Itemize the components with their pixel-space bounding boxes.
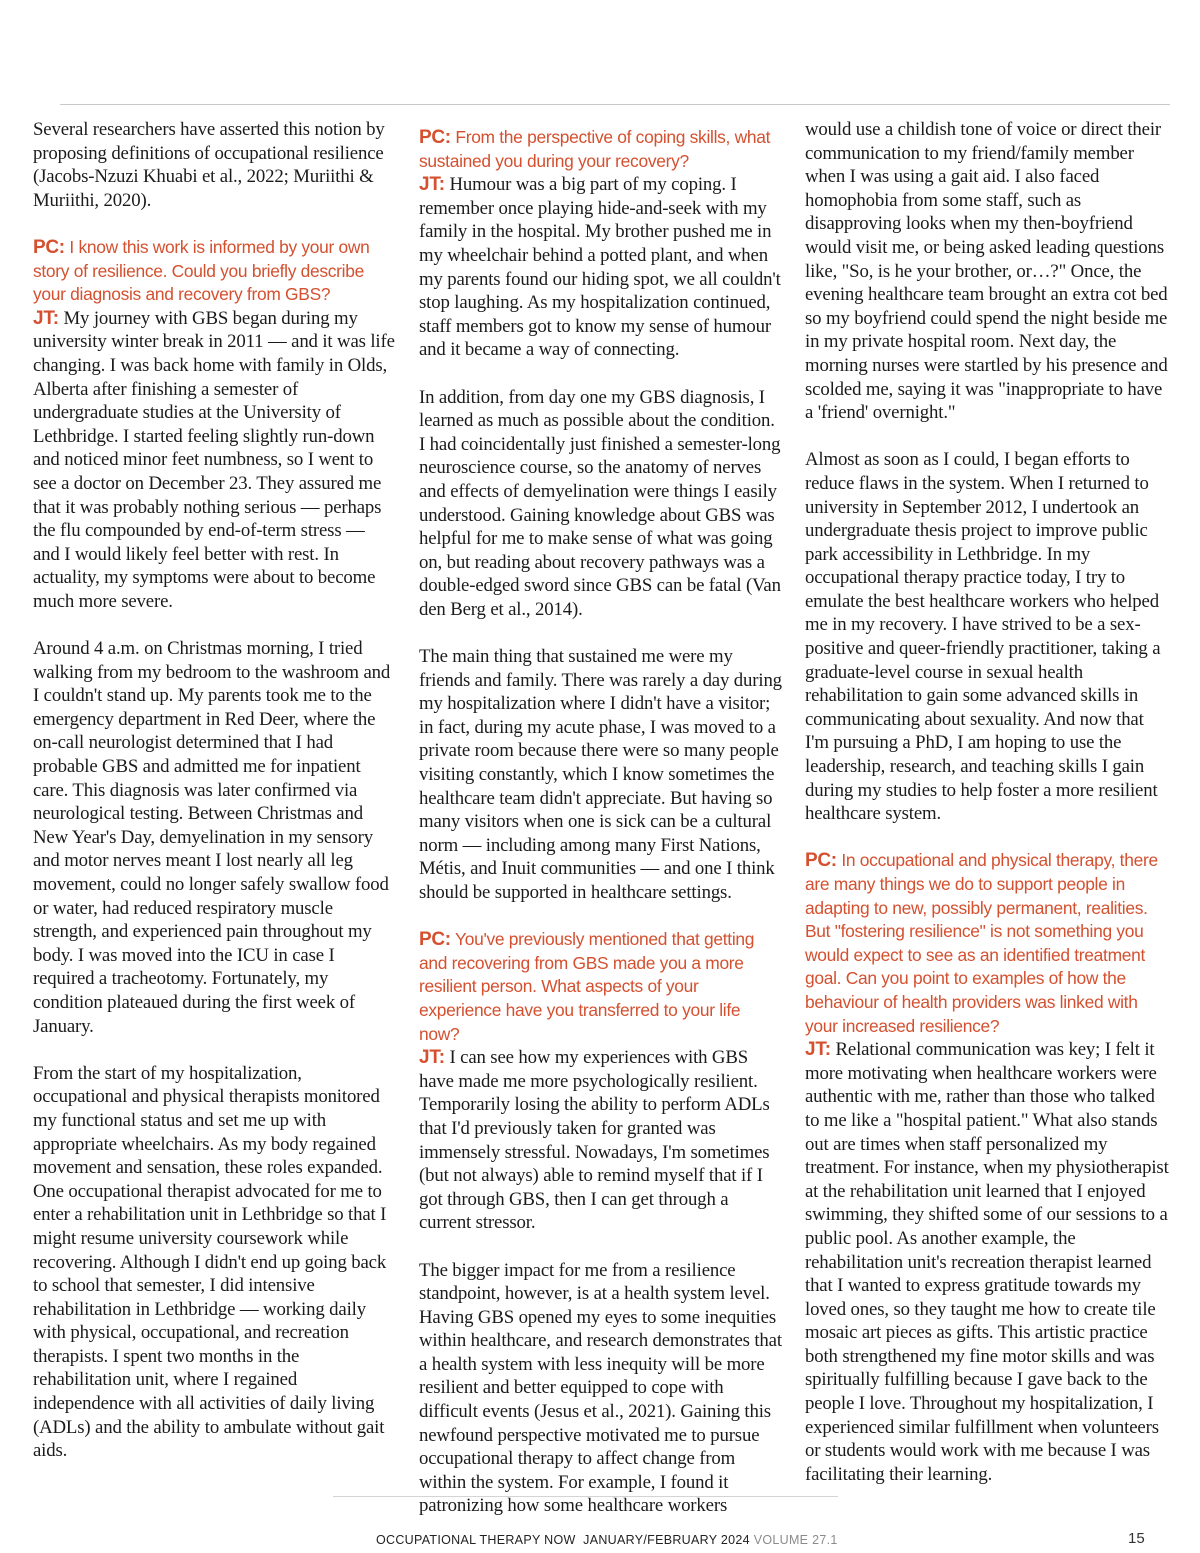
column-3 xyxy=(805,118,1170,1510)
answer-text: Relational communication was key; I felt it more motivating when healthcare workers were authentic with me, rather than those who talked to me like a "hospital patient." What also stands out are times when staff personalized my treatment. For instance, when my physiotherapist at the rehabilitation unit learned that I enjoyed swimming, they shifted some of our sessions to a public pool. As another example, the rehabilitation unit's recreation therapist learned that I wanted to express gratitude towards my loved ones, so they taught me how to create tile mosaic art pieces as gifts. This artistic practice both strengthened my fine motor skills and was spiritually fulfilling because I gave back to the people I love. Throughout my hospitalization, I experienced similar fulfillment when volunteers or students would work with me because I was facilitating their learning. xyxy=(805,1039,1169,1485)
interview-question xyxy=(419,928,785,1046)
interview-answer xyxy=(419,1046,785,1235)
question-text: I know this work is informed by your own story of resilience. Could you briefly describe your diagnosis and recovery from GBS? xyxy=(33,236,370,305)
paragraph: would use a childish tone of voice or direct their communication to my friend/family member when I was using a gait aid. I also faced homophobia from some staff, such as disapproving looks when my then-boyfriend would visit me, or being asked leading questions like, "So, is he your brother, or…?" Once, the evening healthcare team brought an extra cot bed so my boyfriend could spend the night beside me in my private hospital room. Next day, the morning nurses were startled by his presence and scolded me, saying it was "inappropriate to have a 'friend' overnight." xyxy=(805,119,1168,424)
paragraph: The bigger impact for me from a resilience standpoint, however, is at a health system level. Having GBS opened my eyes to some inequities within healthcare, and research demonstrates that a health system with less inequity will be more resilient and better equipped to cope with difficult events (Jesus et al., 2021). Gaining this newfound perspective motivated me to pursue occupational therapy to affect change from within the system. For example, I found it patronizing how some healthcare workers xyxy=(419,1259,782,1517)
question-text: In occupational and physical therapy, there are many things we do to support people in adapting to new, possibly permanent, realities. But "fostering resilience" is not something you would expect to see as an identified treatment goal. Can you point to examples of how the behaviour of health providers was linked with your increased resilience? xyxy=(805,850,1158,1036)
answer-text: Humour was a big part of my coping. I remember once playing hide-and-seek with my family in the hospital. My brother pushed me in my wheelchair behind a potted plant, and when my parents found our hiding spot, we all couldn't stop laughing. As my hospitalization continued, staff members got to know my sense of humour and it became a way of connecting. xyxy=(419,174,781,361)
answer-label: JT: xyxy=(33,307,59,329)
question-label: PC: xyxy=(419,127,451,148)
paragraph: In addition, from day one my GBS diagnosis, I learned as much as possible about the condition. I had coincidentally just finished a semester-long neuroscience course, so the anatomy of nerves and effects of demyelination were things I easily understood. Gaining knowledge about GBS was helpful for me to make sense of what was going on, but reading about recovery pathways was a double-edged sword since GBS can be fatal (Van den Berg et al., 2014). xyxy=(419,386,781,620)
answer-text: I can see how my experiences with GBS have made me more psychologically resilient. Temporarily losing the ability to perform ADLs that I'd previously taken for granted was immensely stressful. Nowadays, I'm sometimes (but not always) able to remind myself that if I got through GBS, then I can get through a current stressor. xyxy=(419,1047,770,1234)
issue-date: JANUARY/FEBRUARY 2024 xyxy=(583,1533,750,1547)
paragraph: Around 4 a.m. on Christmas morning, I tried walking from my bedroom to the washroom and I couldn't stand up. My parents took me to the emergency department in Red Deer, where the on-call neurologist determined that I had probable GBS and admitted me for inpatient care. This diagnosis was later confirmed via neurological testing. Between Christmas and New Year's Day, demyelination in my sensory and motor nerves meant I lost nearly all leg movement, could no longer safely swallow food or water, had reduced respiratory muscle strength, and experienced pain throughout my body. I was moved into the ICU in case I required a tracheotomy. Fortunately, my condition plateaued during the first week of January. xyxy=(33,638,391,1037)
interview-answer xyxy=(805,1038,1170,1486)
question-text: You've previously mentioned that getting and recovering from GBS made you a more resilient person. What aspects of your experience have you transferred to your life now? xyxy=(419,929,755,1044)
page-number: 15 xyxy=(1128,1530,1145,1547)
question-label: PC: xyxy=(33,236,65,258)
interview-question xyxy=(805,849,1170,1038)
question-text: From the perspective of coping skills, what sustained you during your recovery? xyxy=(419,127,771,171)
answer-label: JT: xyxy=(419,174,445,196)
interview-answer xyxy=(419,173,785,362)
header-rule xyxy=(60,104,1170,105)
volume: VOLUME 27.1 xyxy=(753,1533,838,1547)
footer xyxy=(376,1533,838,1547)
column-1 xyxy=(33,118,395,1486)
question-label: PC: xyxy=(419,929,451,951)
interview-question xyxy=(419,126,785,173)
interview-question xyxy=(33,236,395,307)
question-label: PC: xyxy=(805,850,837,872)
paragraph: Several researchers have asserted this notion by proposing definitions of occupational resilience (Jacobs-Nzuzi Khuabi et al., 2022; Muriithi & Muriithi, 2020). xyxy=(33,119,385,211)
interview-answer xyxy=(33,307,395,614)
paragraph: From the start of my hospitalization, occupational and physical therapists monitored my functional status and set me up with appropriate wheelchairs. As my body regained movement and sensation, these roles expanded. One occupational therapist advocated for me to enter a rehabilitation unit in Lethbridge so that I might resume university coursework while recovering. Although I didn't end up going back to school that semester, I did intensive rehabilitation in Lethbridge — working daily with physical, occupational, and recreation therapists. I spent two months in the rehabilitation unit, where I regained independence with all activities of daily living (ADLs) and the ability to ambulate without gait aids. xyxy=(33,1062,387,1462)
answer-label: JT: xyxy=(419,1047,445,1069)
paragraph: Almost as soon as I could, I began efforts to reduce flaws in the system. When I returned to university in September 2012, I undertook an undergraduate thesis project to improve public park accessibility in Lethbridge. In my occupational therapy practice today, I try to emulate the best healthcare workers who helped me in my recovery. I have strived to be a sex-positive and queer-friendly practitioner, taking a graduate-level course in sexual health rehabilitation to gain some advanced skills in communicating about sexuality. And now that I'm pursuing a PhD, I am hoping to use the leadership, research, and teaching skills I gain during my studies to help foster a more resilient healthcare system. xyxy=(805,449,1161,825)
column-2 xyxy=(419,126,785,1542)
footer-rule xyxy=(333,1496,838,1497)
paragraph: The main thing that sustained me were my friends and family. There was rarely a day during my hospitalization where I didn't have a visitor; in fact, during my acute phase, I was moved to a private room because there were so many people visiting constantly, which I know sometimes the healthcare team didn't appreciate. But having so many visitors when one is sick can be a cultural norm — including among many First Nations, Métis, and Inuit communities — and one I think should be supported in healthcare settings. xyxy=(419,646,782,903)
answer-label: JT: xyxy=(805,1039,831,1061)
answer-text: My journey with GBS began during my university winter break in 2011 — and it was life changing. I was back home with family in Olds, Alberta after finishing a semester of undergraduate studies at the University of Lethbridge. I started feeling slightly run-down and noticed minor feet numbness, so I went to see a doctor on December 23. They assured me that it was probably nothing serious — perhaps the flu compounded by end-of-term stress — and I would likely feel better with rest. In actuality, my symptoms were about to become much more severe. xyxy=(33,307,395,612)
publication-name: OCCUPATIONAL THERAPY NOW xyxy=(376,1533,576,1547)
